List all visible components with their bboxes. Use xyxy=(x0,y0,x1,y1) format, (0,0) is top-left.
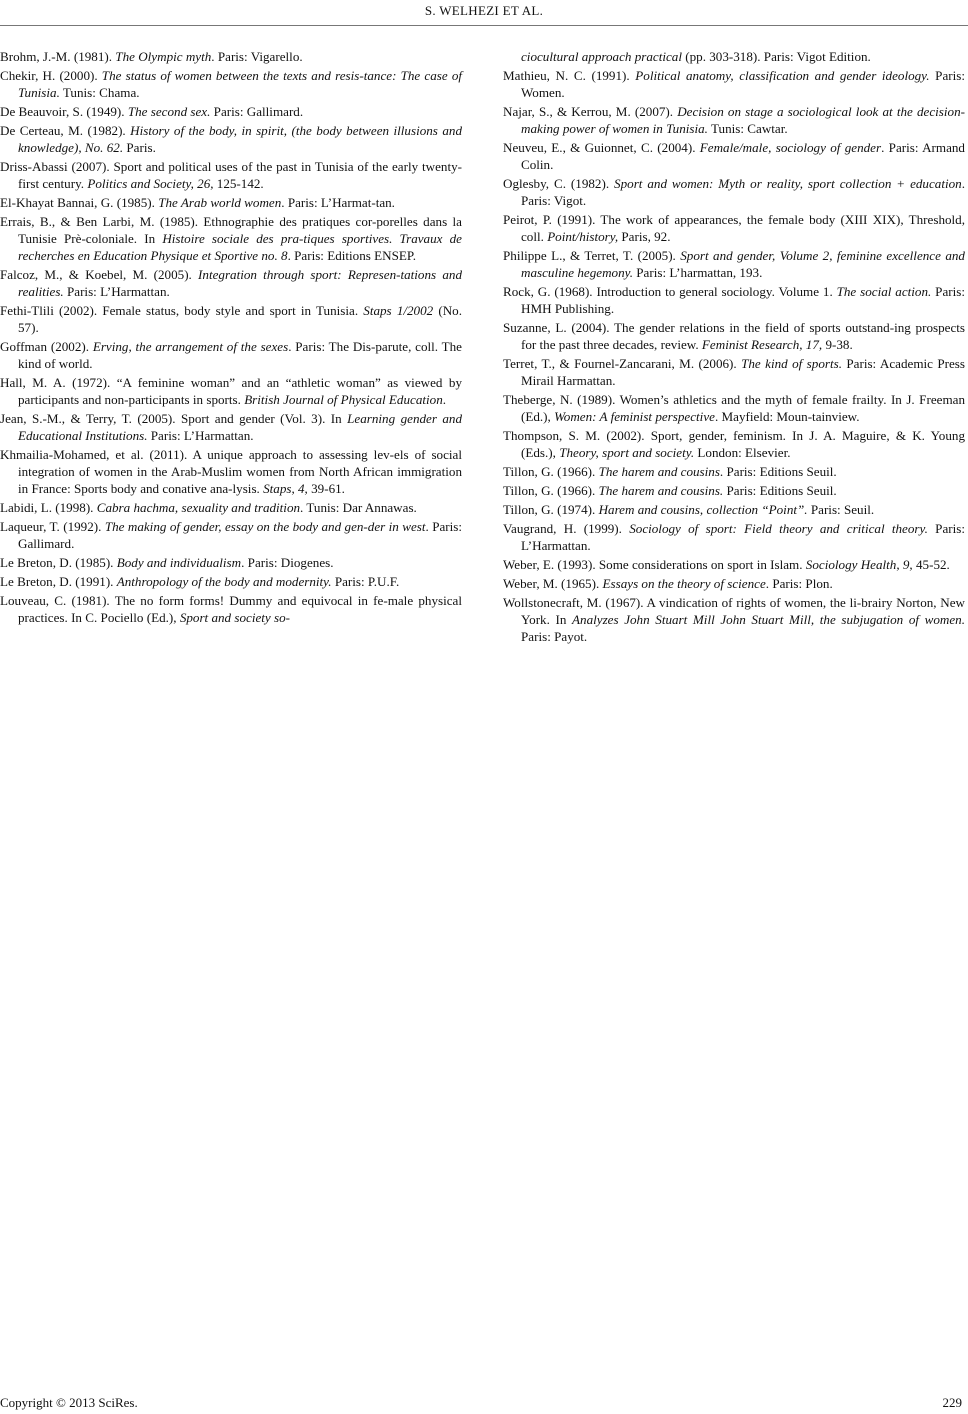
reference-title: Sociology of sport: Field theory and critical theory. xyxy=(629,521,928,536)
reference-title: Theory, sport and society. xyxy=(559,445,695,460)
reference-publisher: . xyxy=(442,392,447,407)
reference-publisher: Paris: L’Harmattan. xyxy=(63,284,170,299)
running-head: S. WELHEZI ET AL. xyxy=(424,3,544,18)
reference-publisher: . Paris: Armand Colin. xyxy=(521,140,965,172)
reference-title: History of the body, in spirit, (the body between illusions and knowledge), No. 62. xyxy=(18,123,462,155)
reference-text: Errais, B., & Ben Larbi, M. (1985). Ethnographie des pratiques cor-porelles dans la Tunisie Prè-coloniale. In xyxy=(0,214,462,246)
reference-entry xyxy=(503,247,965,281)
reference-title: Histoire sociale des pra-tiques sportives. Travaux de recherches en Education Physique et Sportive no. 8 xyxy=(18,231,462,263)
reference-title: Integration through sport: Represen-tations and realities. xyxy=(18,267,462,299)
reference-title: Political anatomy, classification and gender ideology. xyxy=(635,68,930,83)
reference-publisher: Paris: Women. xyxy=(521,68,965,100)
reference-text: De Beauvoir, S. (1949). xyxy=(0,104,128,119)
reference-publisher: . Mayfield: Moun-tainview. xyxy=(714,409,860,424)
reference-title: Staps, 4, xyxy=(263,481,308,496)
reference-text: Tillon, G. (1974). xyxy=(503,502,599,517)
reference-title: Essays on the theory of science xyxy=(602,576,766,591)
reference-title: The second sex. xyxy=(127,104,211,119)
reference-publisher: Paris: L’Harmattan. xyxy=(147,428,254,443)
reference-publisher: Paris: Academic Press Mirail Harmattan. xyxy=(521,356,965,388)
reference-text: Labidi, L. (1998). xyxy=(0,500,97,515)
reference-entry xyxy=(0,266,462,300)
reference-text: Theberge, N. (1989). Women’s athletics and the myth of female frailty. In J. Freeman (Ed.), xyxy=(503,392,965,424)
reference-entry xyxy=(0,592,462,626)
reference-publisher: Paris. xyxy=(123,140,156,155)
reference-entry xyxy=(0,158,462,192)
reference-publisher: Paris: L’harmattan, 193. xyxy=(633,265,763,280)
reference-publisher: London: Elsevier. xyxy=(694,445,791,460)
reference-title: Erving, the arrangement of the sexes xyxy=(92,339,289,354)
reference-entry xyxy=(0,499,462,516)
reference-entry xyxy=(503,427,965,461)
reference-text: Terret, T., & Fournel-Zancarani, M. (2006). xyxy=(503,356,742,371)
reference-text: Neuveu, E., & Guionnet, C. (2004). xyxy=(503,140,700,155)
reference-publisher: Tunis: Cawtar. xyxy=(707,121,788,136)
reference-text: Driss-Abassi (2007). Sport and political uses of the past in Tunisia of the early twenty-first century. xyxy=(0,159,462,191)
reference-publisher: Paris: Payot. xyxy=(521,629,588,644)
reference-text: Goffman (2002). xyxy=(0,339,93,354)
reference-text: Fethi-Tlili (2002). Female status, body style and sport in Tunisia. xyxy=(0,303,364,318)
reference-entry xyxy=(503,501,965,518)
reference-text: Wollstonecraft, M. (1967). A vindication of rights of women, the li-brairy Norton, New York. In xyxy=(503,595,965,627)
reference-text: Weber, E. (1993). Some considerations on sport in Islam. xyxy=(503,557,806,572)
reference-text: Falcoz, M., & Koebel, M. (2005). xyxy=(0,267,199,282)
reference-text: Khmailia-Mohamed, et al. (2011). A unique approach to assessing lev-els of social integration of women in the Arab-Muslim women from North African immigration in France: Sports body and conative ana-lysis. xyxy=(0,447,462,496)
reference-entry xyxy=(503,67,965,101)
reference-entry xyxy=(0,302,462,336)
reference-title: The making of gender, essay on the body and gen-der in west xyxy=(104,519,426,534)
reference-publisher: . Paris: Vigot. xyxy=(521,176,965,208)
reference-entry xyxy=(0,48,462,65)
reference-text: De Certeau, M. (1982). xyxy=(0,123,131,138)
reference-text: Le Breton, D. (1985). xyxy=(0,555,117,570)
reference-entry xyxy=(503,48,965,65)
reference-publisher: Paris: Seuil. xyxy=(807,502,875,517)
reference-title: Harem and cousins, collection “Point”. xyxy=(598,502,808,517)
reference-title: Point/history, xyxy=(547,229,619,244)
reference-entry xyxy=(503,556,965,573)
reference-title: Sociology Health, 9, xyxy=(805,557,913,572)
reference-entry xyxy=(503,575,965,592)
reference-title: Anthropology of the body and modernity. xyxy=(116,574,332,589)
reference-title: Female/male, sociology of gender xyxy=(699,140,882,155)
reference-title: Cabra hachma, sexuality and tradition xyxy=(96,500,301,515)
reference-publisher: . Paris: Plon. xyxy=(765,576,833,591)
reference-publisher: Paris: Gallimard. xyxy=(210,104,304,119)
reference-text: Chekir, H. (2000). xyxy=(0,68,102,83)
reference-publisher: . Paris: Vigarello. xyxy=(211,49,303,64)
reference-title: Sport and society so- xyxy=(179,610,291,625)
reference-entry xyxy=(0,194,462,211)
reference-entry xyxy=(0,410,462,444)
reference-title: Women: A feminist perspective xyxy=(554,409,715,424)
reference-entry xyxy=(503,355,965,389)
reference-title: The Arab world women xyxy=(158,195,282,210)
copyright-notice: Copyright © 2013 SciRes. xyxy=(0,1395,138,1410)
reference-text: Jean, S.-M., & Terry, T. (2005). Sport and gender (Vol. 3). In xyxy=(0,411,348,426)
reference-entry xyxy=(0,374,462,408)
reference-entry xyxy=(0,573,462,590)
reference-publisher: Paris: L’Harmattan. xyxy=(521,521,965,553)
reference-text: Vaugrand, H. (1999). xyxy=(503,521,630,536)
reference-text: Suzanne, L. (2004). The gender relations in the field of sports outstand-ing prospects for the past three decades, review. xyxy=(503,320,965,352)
reference-publisher: Paris: Editions Seuil. xyxy=(723,483,837,498)
reference-title: The Olympic myth xyxy=(115,49,212,64)
page-number: 229 xyxy=(942,1395,962,1410)
reference-publisher: (pp. 303-318). Paris: Vigot Edition. xyxy=(681,49,871,64)
reference-publisher: Tunis: Chama. xyxy=(59,85,140,100)
reference-text: Weber, M. (1965). xyxy=(503,576,603,591)
references-left-column xyxy=(0,48,462,628)
reference-title: The kind of sports. xyxy=(741,356,842,371)
reference-text: El-Khayat Bannai, G. (1985). xyxy=(0,195,159,210)
reference-publisher: Paris: P.U.F. xyxy=(331,574,400,589)
reference-publisher: . Paris: L’Harmat-tan. xyxy=(281,195,395,210)
reference-entry xyxy=(0,518,462,552)
reference-text: Peirot, P. (1991). The work of appearances, the female body (XIII XIX), Threshold, coll. xyxy=(503,212,965,244)
reference-title: Staps 1/2002 xyxy=(363,303,434,318)
reference-entry xyxy=(0,67,462,101)
reference-title: The harem and cousins. xyxy=(598,483,724,498)
reference-text: Le Breton, D. (1991). xyxy=(0,574,117,589)
reference-entry xyxy=(0,554,462,571)
reference-publisher: . Paris: Gallimard. xyxy=(18,519,463,551)
reference-title: Learning gender and Educational Institutions. xyxy=(18,411,463,443)
reference-publisher: 9-38. xyxy=(822,337,853,352)
reference-title: Sport and gender, Volume 2, feminine excellence and masculine hegemony. xyxy=(521,248,965,280)
header-rule xyxy=(0,25,968,26)
reference-entry xyxy=(0,122,462,156)
reference-publisher: . Paris: Editions ENSEP. xyxy=(287,248,416,263)
reference-text: Laqueur, T. (1992). xyxy=(0,519,105,534)
reference-entry xyxy=(0,338,462,372)
reference-title: Sport and women: Myth or reality, sport collection + education xyxy=(614,176,962,191)
reference-publisher: . Paris: Diogenes. xyxy=(241,555,334,570)
reference-title: Decision on stage a sociological look at the decision-making power of women in Tunisia. xyxy=(521,104,965,136)
reference-entry xyxy=(503,463,965,480)
references-right-column xyxy=(503,48,965,647)
reference-title: Feminist Research, 17, xyxy=(701,337,823,352)
reference-publisher: (No. 57). xyxy=(18,303,462,335)
reference-text: Tillon, G. (1966). xyxy=(503,483,599,498)
reference-publisher: . Tunis: Dar Annawas. xyxy=(300,500,417,515)
reference-publisher: . Paris: The Dis-parute, coll. The kind of world. xyxy=(18,339,462,371)
reference-title: The social action. xyxy=(836,284,932,299)
reference-title: The harem and cousins xyxy=(598,464,720,479)
reference-text: Philippe L., & Terret, T. (2005). xyxy=(503,248,681,263)
reference-entry xyxy=(0,103,462,120)
reference-text: Louveau, C. (1981). The no form forms! Dummy and equivocal in fe-male physical practices. In C. Pociello (Ed.), xyxy=(0,593,462,625)
reference-title: Analyzes John Stuart Mill John Stuart Mill, the subjugation of women. xyxy=(572,612,966,627)
reference-entry xyxy=(503,139,965,173)
reference-publisher: 125-142. xyxy=(213,176,264,191)
reference-entry xyxy=(503,391,965,425)
page-footer xyxy=(0,1394,968,1412)
reference-title: The status of women between the texts and resis-tance: The case of Tunisia. xyxy=(18,68,463,100)
reference-publisher: . Paris: Editions Seuil. xyxy=(719,464,837,479)
reference-publisher: Paris, 92. xyxy=(618,229,671,244)
reference-entry xyxy=(0,446,462,497)
reference-entry xyxy=(503,211,965,245)
reference-entry xyxy=(503,175,965,209)
reference-text: Hall, M. A. (1972). “A feminine woman” and an “athletic woman” as viewed by participants and non-participants in sports. xyxy=(0,375,462,407)
reference-entry xyxy=(503,594,965,645)
reference-entry xyxy=(503,520,965,554)
reference-text: Oglesby, C. (1982). xyxy=(503,176,615,191)
reference-publisher: Paris: HMH Publishing. xyxy=(521,284,965,316)
reference-entry xyxy=(0,213,462,264)
reference-publisher: 39-61. xyxy=(307,481,345,496)
reference-text: Rock, G. (1968). Introduction to general sociology. Volume 1. xyxy=(503,284,837,299)
reference-text: Thompson, S. M. (2002). Sport, gender, feminism. In J. A. Maguire, & K. Young (Eds.), xyxy=(503,428,965,460)
reference-title: British Journal of Physical Education xyxy=(244,392,443,407)
reference-text: Najar, S., & Kerrou, M. (2007). xyxy=(503,104,678,119)
reference-title: ciocultural approach practical xyxy=(521,49,682,64)
reference-entry xyxy=(503,283,965,317)
reference-publisher: 45-52. xyxy=(912,557,950,572)
reference-title: Politics and Society, 26, xyxy=(87,176,214,191)
reference-title: Body and individualism xyxy=(116,555,242,570)
reference-entry xyxy=(503,103,965,137)
reference-text: Tillon, G. (1966). xyxy=(503,464,599,479)
reference-text: Brohm, J.-M. (1981). xyxy=(0,49,116,64)
reference-entry xyxy=(503,482,965,499)
reference-text: Mathieu, N. C. (1991). xyxy=(503,68,636,83)
reference-entry xyxy=(503,319,965,353)
